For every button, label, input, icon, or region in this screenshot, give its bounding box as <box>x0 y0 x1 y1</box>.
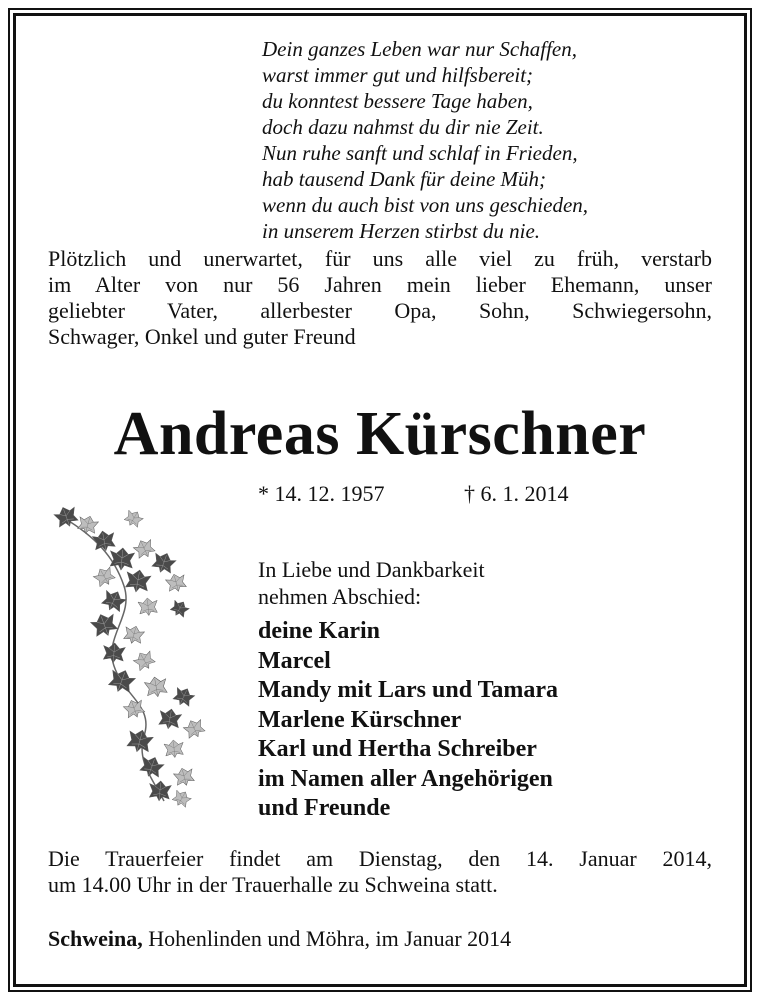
intro-line: geliebter Vater, allerbester Opa, Sohn, Schwiegersohn, <box>48 298 712 323</box>
poem-line: in unserem Herzen stirbst du nie. <box>262 219 541 243</box>
death-date: † 6. 1. 2014 <box>464 481 569 506</box>
intro-line: im Alter von nur 56 Jahren mein lieber Ehemann, unser <box>48 272 712 297</box>
poem-line: hab tausend Dank für deine Müh; <box>262 167 547 191</box>
family-list <box>258 617 698 824</box>
life-dates <box>258 481 638 507</box>
farewell-line: In Liebe und Dankbarkeit <box>258 557 485 582</box>
service-notice <box>48 846 712 898</box>
farewell-line: nehmen Abschied: <box>258 584 422 609</box>
ivy-vine-icon <box>44 496 230 816</box>
family-member: Mandy mit Lars und Tamara <box>258 677 559 703</box>
family-member: Marcel <box>258 647 331 674</box>
poem-line: doch dazu nahmst du dir nie Zeit. <box>262 115 544 139</box>
intro-line: Schwager, Onkel und guter Freund <box>48 324 356 349</box>
poem-line: Nun ruhe sanft und schlaf in Frieden, <box>262 141 578 165</box>
family-member: Marlene Kürschner <box>258 706 462 733</box>
service-line: Die Trauerfeier findet am Dienstag, den 14. Januar 2014, <box>48 846 712 871</box>
deceased-name: Andreas Kürschner <box>113 400 647 468</box>
place-town: Schweina, <box>48 926 143 951</box>
intro-line: Plötzlich und unerwartet, für uns alle viel zu früh, verstarb <box>48 246 712 271</box>
birth-date: * 14. 12. 1957 <box>258 481 385 506</box>
family-member: und Freunde <box>258 795 391 821</box>
intro-paragraph <box>48 246 712 350</box>
service-line: um 14.00 Uhr in der Trauerhalle zu Schweina statt. <box>48 872 498 897</box>
poem-line: Dein ganzes Leben war nur Schaffen, <box>262 37 577 61</box>
place-date-line <box>48 926 712 952</box>
family-member: Karl und Hertha Schreiber <box>258 736 537 762</box>
poem-line: warst immer gut und hilfsbereit; <box>262 63 534 87</box>
family-member: im Namen aller Angehörigen <box>258 765 553 792</box>
poem-line: wenn du auch bist von uns geschieden, <box>262 193 589 217</box>
place-rest: Hohenlinden und Möhra, im Januar 2014 <box>142 926 512 951</box>
farewell-text <box>258 556 678 610</box>
poem-line: du konntest bessere Tage haben, <box>262 89 533 113</box>
poem <box>262 36 702 244</box>
family-member: deine Karin <box>258 618 381 644</box>
